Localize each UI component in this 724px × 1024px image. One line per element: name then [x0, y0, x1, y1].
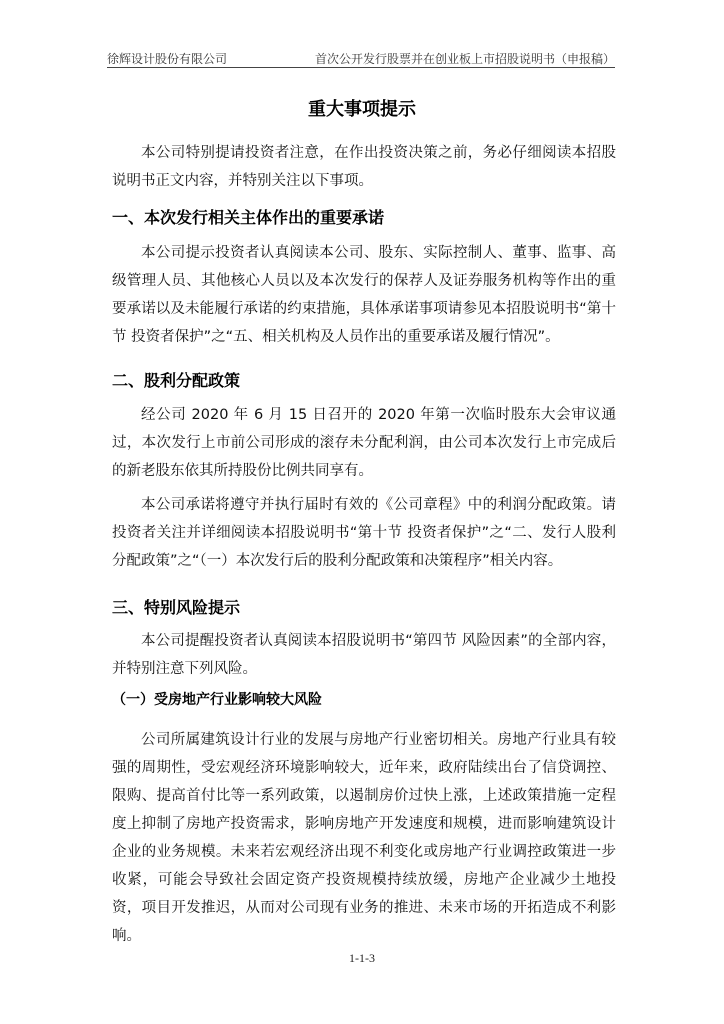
header-company-name: 徐辉设计股份有限公司	[107, 52, 228, 66]
header-document-title: 首次公开发行股票并在创业板上市招股说明书（申报稿）	[314, 52, 615, 66]
section-heading-commitments: 一、本次发行相关主体作出的重要承诺	[112, 208, 385, 227]
dividend-paragraph-1: 经公司 2020 年 6 月 15 日召开的 2020 年第一次临时股东大会审议通过，本次发行上市前公司形成的滚存未分配利润，由公司本次发行上市完成后的新老股东依其所持股份比例共同享有。	[112, 407, 616, 479]
section-heading-risk-notice: 三、特别风险提示	[112, 598, 241, 617]
header-divider	[107, 67, 615, 68]
page-header	[107, 50, 615, 68]
page-number: 1-1-3	[349, 951, 375, 965]
page-title: 重大事项提示	[308, 99, 416, 120]
subsection-heading-real-estate-risk: （一）受房地产行业影响较大风险	[112, 692, 322, 708]
intro-paragraph: 本公司特别提请投资者注意，在作出投资决策之前，务必仔细阅读本招股说明书正文内容，并特别关注以下事项。	[112, 145, 616, 189]
real-estate-risk-paragraph: 公司所属建筑设计行业的发展与房地产行业密切相关。房地产行业具有较强的周期性，受宏观经济环境影响较大，近年来，政府陆续出台了信贷调控、限购、提高首付比等一系列政策，以遏制房价过快上涨，上述政策措施一定程度上抑制了房地产投资需求，影响房地产开发速度和规模，进而影响建筑设计企业的业务规模。未来若宏观经济出现不利变化或房地产行业调控政策进一步收紧，可能会导致社会固定资产投资规模持续放缓，房地产企业减少土地投资，项目开发推迟，从而对公司现有业务的推进、未来市场的开拓造成不利影响。	[112, 732, 616, 944]
commitments-paragraph: 本公司提示投资者认真阅读本公司、股东、实际控制人、董事、监事、高级管理人员、其他核心人员以及本次发行的保荐人及证券服务机构等作出的重要承诺以及未能履行承诺的约束措施，具体承诺事项请参见本招股说明书“第十节 投资者保护”之“五、相关机构及人员作出的重要承诺及履行情况”。	[112, 245, 616, 345]
dividend-paragraph-2: 本公司承诺将遵守并执行届时有效的《公司章程》中的利润分配政策。请投资者关注并详细阅读本招股说明书“第十节 投资者保护”之“二、发行人股利分配政策”之“（一）本次发行后的股利分配政策和决策程序”相关内容。	[112, 497, 616, 569]
risk-intro-paragraph: 本公司提醒投资者认真阅读本招股说明书“第四节 风险因素”的全部内容，并特别注意下列风险。	[112, 633, 616, 677]
section-heading-dividend-policy: 二、股利分配政策	[112, 371, 241, 390]
